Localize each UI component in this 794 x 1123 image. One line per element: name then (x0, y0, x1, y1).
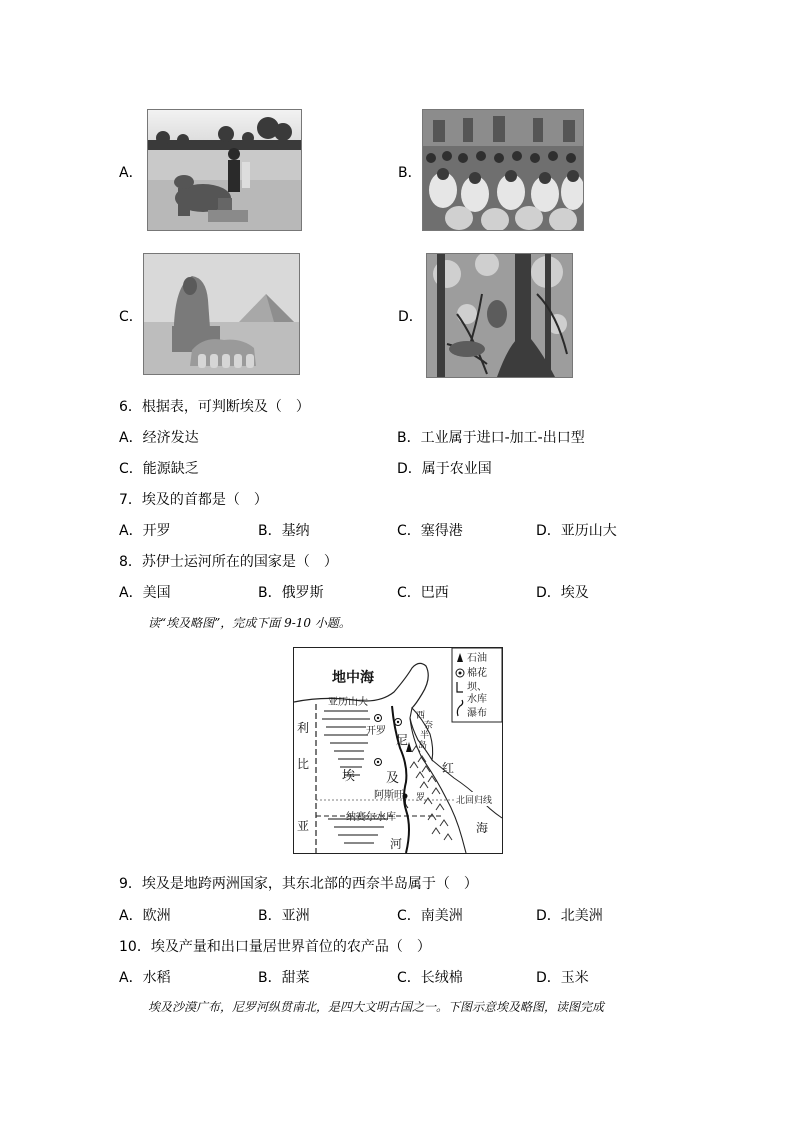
question-10-stem: 10．埃及产量和出口量居世界首位的农产品（ ） (119, 939, 431, 955)
egypt-map-graphic (294, 648, 502, 853)
legend-dam-label-1: 坝、 (467, 682, 487, 693)
camel-photo-graphic (148, 110, 301, 230)
question-10-option-c[interactable]: C．长绒棉 (397, 970, 463, 986)
map-label-aswan: 阿斯旺 (374, 790, 404, 801)
question-9-stem: 9．埃及是地跨两洲国家，其东北部的西奈半岛属于（ ） (119, 876, 478, 892)
map-label-nile-2: 罗 (416, 793, 426, 803)
map-label-egypt-1: 埃 (342, 769, 356, 784)
map-label-sinai-1: 西 (416, 711, 426, 721)
question-7-option-c[interactable]: C．塞得港 (397, 523, 463, 539)
legend-waterfall-label: 瀑布 (467, 708, 487, 719)
map-label-libya-2: 比 (297, 757, 310, 771)
legend-dam-label-2: 水库 (467, 694, 487, 705)
photo-praying-crowd (422, 109, 584, 231)
picture-option-letter-c: C． (119, 309, 143, 325)
legend-cotton-label: 棉花 (467, 668, 487, 679)
map-label-sinai-2: 奈 (424, 721, 434, 731)
legend-oil-label: 石油 (467, 653, 487, 664)
question-10-option-d[interactable]: D．玉米 (536, 970, 589, 986)
picture-option-letter-d: D． (398, 309, 423, 325)
question-10-option-b[interactable]: B．甜菜 (258, 970, 310, 986)
question-6-option-c[interactable]: C．能源缺乏 (119, 461, 199, 477)
map-label-libya-1: 利 (297, 721, 310, 735)
question-7-option-a[interactable]: A．开罗 (119, 523, 171, 539)
map-label-red-1: 红 (442, 761, 455, 775)
map-label-sinai-3: 半 (420, 731, 430, 741)
question-9-option-c[interactable]: C．南美洲 (397, 908, 463, 924)
map-label-nasser: 纳赛尔水库 (346, 812, 396, 823)
map-label-red-2: 海 (476, 821, 489, 835)
red-sea-coastline (410, 718, 466, 853)
question-6-option-b[interactable]: B．工业属于进口-加工-出口型 (397, 430, 585, 446)
egypt-sketch-map (293, 647, 503, 854)
photo-rainforest (426, 253, 573, 378)
map-label-cairo: 开罗 (366, 726, 386, 737)
question-10-option-a[interactable]: A．水稻 (119, 970, 171, 986)
question-7-stem: 7．埃及的首都是（ ） (119, 492, 268, 508)
map-label-tropic: 北回归线 (456, 796, 493, 806)
photo-sphinx-pyramid (143, 253, 300, 375)
question-7-option-d[interactable]: D．亚历山大 (536, 523, 617, 539)
map-label-sinai-4: 岛 (418, 741, 428, 751)
photo-camel-rider (147, 109, 302, 231)
crowd-photo-graphic (423, 110, 583, 230)
question-6-option-a[interactable]: A．经济发达 (119, 430, 199, 446)
map-label-alexandria: 亚历山大 (328, 697, 368, 708)
question-9-option-b[interactable]: B．亚洲 (258, 908, 310, 924)
question-8-option-b[interactable]: B．俄罗斯 (258, 585, 324, 601)
question-6-stem: 6．根据表，可判断埃及（ ） (119, 399, 310, 415)
map-label-nile-1: 尼 (396, 733, 409, 747)
intro-next-questions: 埃及沙漠广布，尼罗河纵贯南北，是四大文明古国之一。下图示意埃及略图，读图完成 (148, 1000, 605, 1014)
forest-photo-graphic (427, 254, 572, 377)
picture-option-letter-a: A． (119, 165, 143, 181)
map-label-sea-north: 地中海 (332, 670, 374, 686)
question-9-option-a[interactable]: A．欧洲 (119, 908, 171, 924)
question-8-option-c[interactable]: C．巴西 (397, 585, 449, 601)
question-8-stem: 8．苏伊士运河所在的国家是（ ） (119, 554, 338, 570)
question-8-option-d[interactable]: D．埃及 (536, 585, 589, 601)
map-label-nile-3: 河 (390, 837, 403, 851)
question-6-option-d[interactable]: D．属于农业国 (397, 461, 492, 477)
picture-option-letter-b: B． (398, 165, 422, 181)
map-label-egypt-2: 及 (386, 771, 400, 786)
sphinx-photo-graphic (144, 254, 299, 374)
question-7-option-b[interactable]: B．基纳 (258, 523, 310, 539)
intro-questions-9-10: 读“埃及略图”，完成下面 9-10 小题。 (148, 616, 351, 630)
map-label-libya-3: 亚 (297, 819, 310, 833)
question-9-option-d[interactable]: D．北美洲 (536, 908, 603, 924)
question-8-option-a[interactable]: A．美国 (119, 585, 171, 601)
